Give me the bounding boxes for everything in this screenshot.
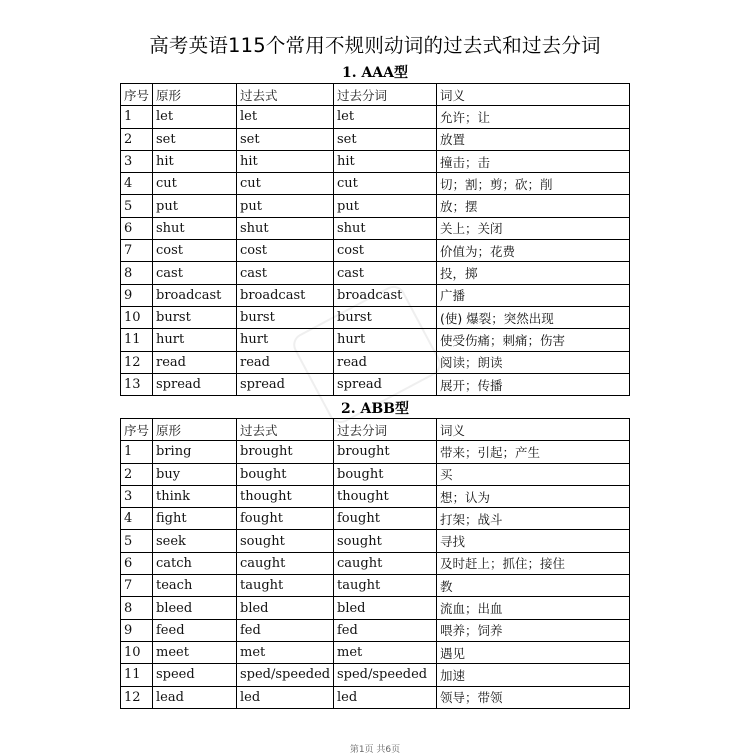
cell-row-number: 3 [121, 485, 153, 507]
table-row [121, 150, 630, 172]
cell-meaning: 阅读；朗读 [437, 351, 630, 373]
cell-past-tense: read [237, 351, 334, 373]
table-row [121, 306, 630, 328]
cell-base-form: bleed [153, 597, 237, 619]
cell-past-participle: cost [334, 240, 437, 262]
cell-past-participle: fed [334, 619, 437, 641]
cell-row-number: 3 [121, 150, 153, 172]
cell-meaning: 想；认为 [437, 485, 630, 507]
cell-meaning: 放；摆 [437, 195, 630, 217]
cell-row-number: 9 [121, 284, 153, 306]
cell-meaning: 喂养；饲养 [437, 619, 630, 641]
cell-row-number: 4 [121, 173, 153, 195]
section-heading-aaa: 1. AAA型 [341, 65, 409, 81]
table-row [121, 262, 630, 284]
cell-past-tense: caught [237, 552, 334, 574]
verb-table-aaa [120, 83, 630, 396]
cell-row-number: 11 [121, 664, 153, 686]
cell-past-tense: burst [237, 306, 334, 328]
table-row [121, 195, 630, 217]
column-header-past-participle: 过去分词 [334, 419, 437, 441]
cell-past-participle: let [334, 106, 437, 128]
cell-meaning: 打架；战斗 [437, 508, 630, 530]
cell-row-number: 10 [121, 641, 153, 663]
column-header-meaning: 词义 [437, 84, 630, 106]
table-row [121, 552, 630, 574]
cell-meaning: 使受伤痛；刺痛；伤害 [437, 329, 630, 351]
table-row [121, 441, 630, 463]
column-header-row-number: 序号 [121, 419, 153, 441]
cell-base-form: teach [153, 575, 237, 597]
cell-meaning: (使) 爆裂；突然出现 [437, 306, 630, 328]
table-row [121, 575, 630, 597]
table-header-row [121, 84, 630, 106]
cell-row-number: 4 [121, 508, 153, 530]
cell-base-form: hit [153, 150, 237, 172]
cell-meaning: 买 [437, 463, 630, 485]
cell-row-number: 5 [121, 530, 153, 552]
cell-past-participle: burst [334, 306, 437, 328]
cell-past-participle: fought [334, 508, 437, 530]
cell-past-tense: sped/speeded [237, 664, 334, 686]
cell-row-number: 9 [121, 619, 153, 641]
table-row [121, 463, 630, 485]
cell-meaning: 切；割；剪；砍；削 [437, 173, 630, 195]
cell-past-participle: sped/speeded [334, 664, 437, 686]
cell-row-number: 12 [121, 686, 153, 708]
cell-past-participle: read [334, 351, 437, 373]
cell-past-participle: shut [334, 217, 437, 239]
cell-meaning: 价值为；花费 [437, 240, 630, 262]
cell-base-form: read [153, 351, 237, 373]
cell-past-tense: taught [237, 575, 334, 597]
column-header-base-form: 原形 [153, 419, 237, 441]
table-row [121, 508, 630, 530]
section-heading-abb: 2. ABB型 [340, 401, 410, 417]
column-header-past-tense: 过去式 [237, 419, 334, 441]
cell-base-form: put [153, 195, 237, 217]
cell-past-tense: let [237, 106, 334, 128]
cell-past-tense: cast [237, 262, 334, 284]
cell-past-participle: spread [334, 373, 437, 395]
cell-meaning: 投，掷 [437, 262, 630, 284]
cell-past-tense: shut [237, 217, 334, 239]
cell-past-tense: cut [237, 173, 334, 195]
cell-meaning: 放置 [437, 128, 630, 150]
column-header-meaning: 词义 [437, 419, 630, 441]
cell-past-participle: cut [334, 173, 437, 195]
table-row [121, 351, 630, 373]
table-row [121, 329, 630, 351]
cell-past-tense: put [237, 195, 334, 217]
cell-meaning: 加速 [437, 664, 630, 686]
verb-table-abb [120, 418, 630, 709]
table-row [121, 217, 630, 239]
cell-base-form: bring [153, 441, 237, 463]
cell-past-participle: put [334, 195, 437, 217]
cell-meaning: 展开；传播 [437, 373, 630, 395]
table-row [121, 240, 630, 262]
cell-meaning: 流血；出血 [437, 597, 630, 619]
cell-past-participle: led [334, 686, 437, 708]
cell-meaning: 允许；让 [437, 106, 630, 128]
cell-past-participle: taught [334, 575, 437, 597]
cell-row-number: 6 [121, 217, 153, 239]
cell-past-tense: cost [237, 240, 334, 262]
cell-past-tense: spread [237, 373, 334, 395]
cell-base-form: shut [153, 217, 237, 239]
cell-base-form: cost [153, 240, 237, 262]
cell-base-form: feed [153, 619, 237, 641]
cell-past-participle: caught [334, 552, 437, 574]
table-row [121, 619, 630, 641]
cell-meaning: 关上；关闭 [437, 217, 630, 239]
cell-meaning: 带来；引起；产生 [437, 441, 630, 463]
cell-meaning: 遇见 [437, 641, 630, 663]
cell-past-tense: fought [237, 508, 334, 530]
table-row [121, 373, 630, 395]
cell-meaning: 撞击；击 [437, 150, 630, 172]
column-header-base-form: 原形 [153, 84, 237, 106]
cell-meaning: 广播 [437, 284, 630, 306]
cell-row-number: 6 [121, 552, 153, 574]
cell-base-form: speed [153, 664, 237, 686]
table-row [121, 530, 630, 552]
cell-past-tense: bought [237, 463, 334, 485]
cell-meaning: 教 [437, 575, 630, 597]
cell-row-number: 7 [121, 575, 153, 597]
table-row [121, 106, 630, 128]
cell-past-participle: sought [334, 530, 437, 552]
cell-row-number: 11 [121, 329, 153, 351]
cell-base-form: spread [153, 373, 237, 395]
cell-base-form: fight [153, 508, 237, 530]
cell-past-tense: sought [237, 530, 334, 552]
cell-row-number: 1 [121, 441, 153, 463]
cell-row-number: 13 [121, 373, 153, 395]
cell-past-tense: met [237, 641, 334, 663]
cell-past-participle: met [334, 641, 437, 663]
table-row [121, 173, 630, 195]
table-row [121, 485, 630, 507]
column-header-past-participle: 过去分词 [334, 84, 437, 106]
table-row [121, 597, 630, 619]
cell-past-tense: led [237, 686, 334, 708]
cell-past-participle: cast [334, 262, 437, 284]
cell-base-form: think [153, 485, 237, 507]
cell-row-number: 8 [121, 597, 153, 619]
table-header-row [121, 419, 630, 441]
cell-meaning: 寻找 [437, 530, 630, 552]
cell-base-form: meet [153, 641, 237, 663]
cell-past-participle: thought [334, 485, 437, 507]
cell-row-number: 5 [121, 195, 153, 217]
document-title: 高考英语115个常用不规则动词的过去式和过去分词 [149, 34, 601, 57]
cell-row-number: 8 [121, 262, 153, 284]
table-row [121, 664, 630, 686]
cell-row-number: 12 [121, 351, 153, 373]
cell-past-tense: bled [237, 597, 334, 619]
table-row [121, 284, 630, 306]
page-footer: 第1页 共6页 [349, 745, 401, 755]
cell-past-tense: set [237, 128, 334, 150]
cell-base-form: hurt [153, 329, 237, 351]
cell-base-form: burst [153, 306, 237, 328]
cell-past-tense: hurt [237, 329, 334, 351]
cell-past-participle: set [334, 128, 437, 150]
cell-row-number: 2 [121, 463, 153, 485]
cell-past-tense: fed [237, 619, 334, 641]
cell-base-form: catch [153, 552, 237, 574]
cell-meaning: 领导；带领 [437, 686, 630, 708]
cell-base-form: lead [153, 686, 237, 708]
cell-row-number: 10 [121, 306, 153, 328]
table-row [121, 641, 630, 663]
cell-base-form: cut [153, 173, 237, 195]
cell-row-number: 1 [121, 106, 153, 128]
cell-base-form: cast [153, 262, 237, 284]
cell-past-participle: brought [334, 441, 437, 463]
column-header-row-number: 序号 [121, 84, 153, 106]
cell-base-form: let [153, 106, 237, 128]
cell-meaning: 及时赶上；抓住；接住 [437, 552, 630, 574]
cell-past-tense: hit [237, 150, 334, 172]
cell-row-number: 2 [121, 128, 153, 150]
cell-base-form: seek [153, 530, 237, 552]
cell-past-tense: brought [237, 441, 334, 463]
cell-past-participle: bled [334, 597, 437, 619]
cell-past-participle: hit [334, 150, 437, 172]
table-row [121, 128, 630, 150]
cell-past-participle: hurt [334, 329, 437, 351]
cell-past-tense: thought [237, 485, 334, 507]
cell-past-participle: bought [334, 463, 437, 485]
cell-base-form: buy [153, 463, 237, 485]
cell-row-number: 7 [121, 240, 153, 262]
cell-base-form: broadcast [153, 284, 237, 306]
cell-past-participle: broadcast [334, 284, 437, 306]
cell-past-tense: broadcast [237, 284, 334, 306]
cell-base-form: set [153, 128, 237, 150]
table-row [121, 686, 630, 708]
column-header-past-tense: 过去式 [237, 84, 334, 106]
